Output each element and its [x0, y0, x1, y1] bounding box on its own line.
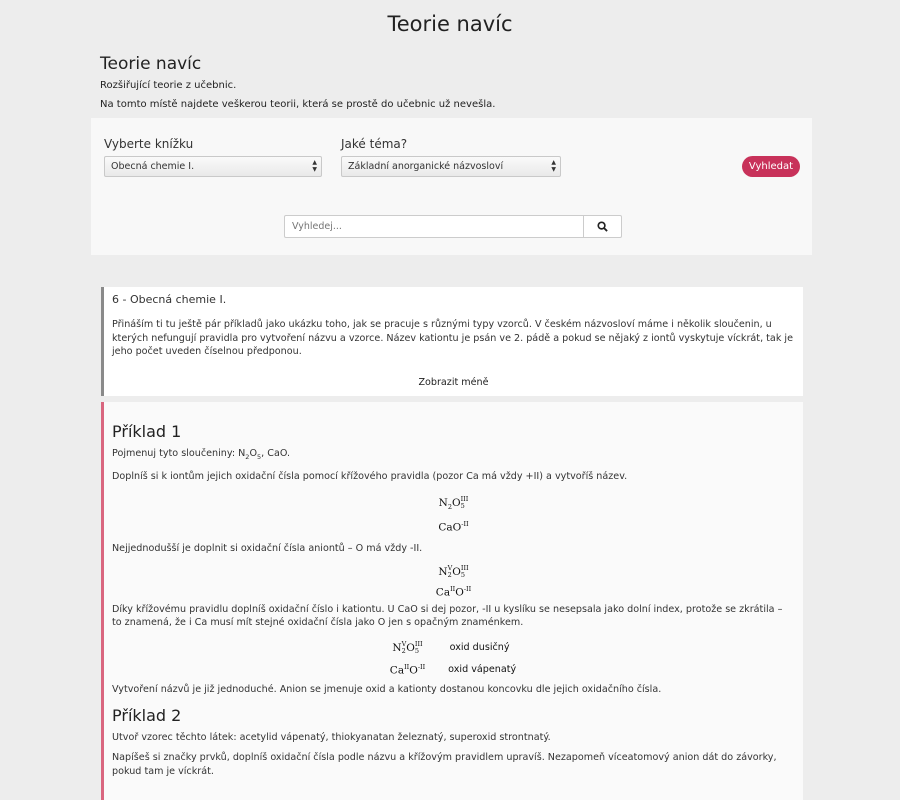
page-description: Na tomto místě najdete veškerou teorii, která se prostě do učebnic už nevešla.	[100, 99, 496, 110]
example2-heading: Příklad 2	[112, 705, 182, 725]
book-select[interactable]	[104, 156, 322, 177]
example1-step4: Vytvoření názvů je již jednoduché. Anion se jmenuje oxid a kationty dostanou koncovku dle jejich oxidačního čísla.	[112, 684, 662, 695]
card-title: 6 - Obecná chemie I.	[112, 293, 227, 306]
example1-step3: Díky křížovému pravidlu doplníš oxidační číslo i kationtu. U CaO si dej pozor, -II u kyslíku se nesepsala jako dolní index, protože se zkrátila – to znamená, že i Ca musí mít stejné oxidační čísla jako O jen s opačným znaménkem.	[112, 603, 783, 628]
example1-step1: Doplníš si k iontům jejich oxidační čísla pomocí křížového pravidla (pozor Ca má vždy +II) a vytvoříš název.	[112, 471, 628, 483]
formula-cao-step1: CaO$^{-II}$	[438, 520, 469, 534]
topic-select-label: Jaké téma?	[341, 137, 408, 151]
book-select-value: Obecná chemie I.	[111, 161, 195, 172]
search-icon	[597, 221, 608, 232]
topic-select[interactable]	[341, 156, 561, 177]
show-less-link[interactable]: Zobrazit méně	[418, 377, 489, 388]
site-title: Teorie navíc	[387, 12, 513, 36]
search-button[interactable]: Vyhledat	[742, 156, 800, 177]
intro-section	[100, 54, 820, 118]
formula-n2o5-step2: N V 2 O III 5	[438, 564, 469, 579]
formula-cao-step2: $Ca^{II}O^{-II}$	[435, 585, 472, 599]
compound-name-1: oxid dusičný	[449, 642, 510, 653]
search-bar	[284, 215, 622, 238]
formula-cao-named: $Ca^{II}O^{-II}$ oxid vápenatý	[389, 662, 517, 676]
theory-card-summary	[101, 287, 803, 396]
card-text: Přináším ti tu ještě pár příkladů jako ukázku toho, jak se pracuje s různými typy vzorců. V českém názvosloví máme i několik sloučenin, u kterých nefungují pravidla pro vytvoření názvu a vzorce. Název kationtu je psán ve 2. pádě a pokud se nějaký z iontů vyskytuje víckrát, tak je jeho počet uveden číselnou předponou.	[112, 319, 793, 357]
formula-n2o5-named: N V 2 O III 5 oxid dusičný	[112, 641, 795, 655]
book-select-label: Vyberte knížku	[104, 137, 194, 151]
select-arrows-icon: ▲ ▼	[312, 159, 317, 173]
filter-panel	[91, 118, 812, 255]
topic-select-value: Základní anorganické názvosloví	[348, 161, 504, 172]
example2-task: Utvoř vzorec těchto látek: acetylid vápenatý, thiokyanatan železnatý, superoxid strontnatý.	[112, 731, 551, 743]
example1-step2: Nejjednodušší je doplnit si oxidační čísla aniontů – O má vždy -II.	[112, 542, 423, 554]
page-heading: Teorie navíc	[100, 54, 202, 74]
formula-n2o5-step1: $N_2O$ III 5	[438, 494, 469, 511]
search-submit-button[interactable]	[583, 216, 621, 237]
page-subtitle: Rozšiřující teorie z učebnic.	[100, 80, 237, 91]
example2-step1: Napíšeš si značky prvků, doplníš oxidační čísla podle názvu a křížovým pravidlem upravíš. Nezapomeň víceatomový anion dát do závorky, pokud tam je víckrát.	[112, 752, 777, 777]
example1-task: Pojmenuj tyto sloučeniny: $N_2O_5$, CaO.	[112, 448, 291, 461]
select-arrows-icon: ▲ ▼	[551, 159, 556, 173]
example1-heading: Příklad 1	[112, 422, 182, 441]
search-input[interactable]	[285, 216, 583, 237]
theory-card-examples	[101, 402, 803, 800]
compound-name-2: oxid vápenatý	[448, 663, 517, 675]
